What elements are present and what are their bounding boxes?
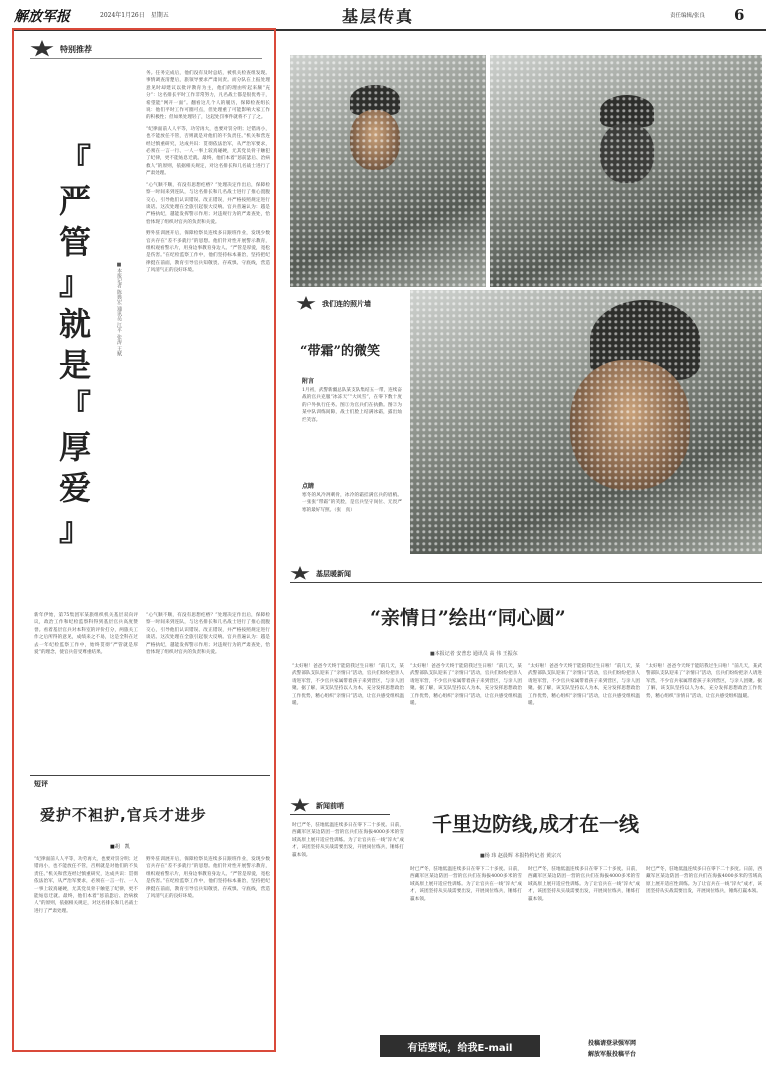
frost-overlay xyxy=(490,55,762,287)
divider xyxy=(290,582,762,583)
photo-title: “带霜”的微笑 xyxy=(300,344,380,359)
frontline-col-4: 时已严冬，驻地低温连续多日在零下二十多度。日前，西藏军区某边防团一营的官兵们在海拔4000多米的雪域高原上展开适应性训练。为了让官兵在一线“淬火”成才，该团坚持从实战需要出发，开展岗位练兵，锤炼打赢本领。 xyxy=(646,867,762,895)
frontline-title: 千里边防线,成才在一线 xyxy=(432,812,639,836)
warm-news-col-3: “太好啦！爸爸今天终于能陪我过生日啦！”前几天，某武警部队支队迎来了“亲情日”活动，官兵们纷纷把亲人请进军营，不少官兵家属带着孩子来到营区，与亲人团聚。据了解，该支队坚持以人为本，充分发挥思想政治工作优势，精心组织“亲情日”活动，让官兵感受组织温暖。 xyxy=(528,664,640,707)
warm-news-col-1: “太好啦！爸爸今天终于能陪我过生日啦！”前几天，某武警部队支队迎来了“亲情日”活动，官兵们纷纷把亲人请进军营，不少官兵家属带着孩子来到营区，与亲人团聚。据了解，该支队坚持以人为本，充分发挥思想政治工作优势，精心组织“亲情日”活动，让官兵感受组织温暖。 xyxy=(292,664,404,707)
photo-caption: 1月初，武警新疆总队某支队集结五一带，连续奋战的官兵克服“冰冻天”“大风雪”，在零下数十度的户外执行任务。图①为官兵们在执勤。图②为某中队训练间隙，战士们脸上结满冰霜，露出灿烂笑容。 xyxy=(302,388,402,423)
short-review-author: ■胡 凯 xyxy=(110,844,130,850)
photo-comment: 寒冬的风冷冽刺骨，冰冷的霜挂满官兵的眉梢。一张张“带霜”的笑脸，是官兵坚守岗位、无畏严寒的最好写照。（张 真） xyxy=(302,493,402,513)
warm-news-byline: ■本报记者 安普忠 通讯员 高 伟 王振东 xyxy=(430,651,518,657)
feature-lead-column: 新年伊始，第75集团军某旅组织机关基层双向评议，政治工作和纪检监察科得到基层官兵高度赞誉。看着基层官兵对本科室的评价打分，两旅关工作之后所得的意见，成绩来之不易，这是全科在过去一年纪检监察工作中，始终贯彻“严管就是厚爱”的理念，使官兵倍受尊重结果。 xyxy=(34,613,138,656)
frost-overlay xyxy=(290,55,486,287)
comment-tag: 点睛 xyxy=(302,483,315,490)
frontline-tag: 新闻前哨 xyxy=(290,798,344,813)
frontline-col-2: 时已严冬，驻地低温连续多日在零下二十多度。日前，西藏军区某边防团一营的官兵们在海拔4000多米的雪域高原上展开适应性训练。为了让官兵在一线“淬火”成才，该团坚持从实战需要出发，开展岗位练兵，锤炼打赢本领。 xyxy=(410,867,522,902)
photo-wall-tag: 我们连的照片墙 xyxy=(296,296,371,311)
star-icon xyxy=(30,40,54,58)
divider xyxy=(290,814,390,815)
divider xyxy=(30,775,270,776)
warm-news-tag: 基层暖新闻 xyxy=(290,566,351,581)
star-icon xyxy=(290,566,310,581)
star-icon xyxy=(296,296,316,311)
frontline-col-1: 时已严冬，驻地低温连续多日在零下二十多度。日前，西藏军区某边防团一营的官兵们在海拔4000多米的雪域高原上展开适应性训练。为了让官兵在一线“淬火”成才，该团坚持从实战需要出发，开展岗位练兵，锤炼打赢本领。 xyxy=(292,823,404,858)
page-number: 6 xyxy=(734,6,745,24)
section-title: 基层传真 xyxy=(342,7,415,26)
email-promo-banner[interactable]: 有话要说，给我E-mail xyxy=(380,1035,540,1057)
newspaper-logo: 解放军报 xyxy=(14,9,70,25)
short-review-body: “纪律面前人人平等，功劳再大，也要对罚分明；过错再小，也不能放任不管，否则就是对他们的不负责任。”机关和营连经过慎重研究，达成共识：贯彻依法治军，从严治军要求，必须在一言一行、一人一事上较真碰硬，尤其党员骨干触犯了纪律，更不能姑息迁就。最终，他们本着“惩前毖后、治病救人”的原则，依据相关规定，对这名排长和几名战士进行了严肃处理。 xyxy=(34,857,138,914)
warm-news-col-4: “太好啦！爸爸今天终于能陪我过生日啦！”前几天，某武警部队支队迎来了“亲情日”活动，官兵们纷纷把亲人请进军营，不少官兵家属带着孩子来到营区，与亲人团聚。据了解，该支队坚持以人为本，充分发挥思想政治工作优势，精心组织“亲情日”活动，让官兵感受组织温暖。 xyxy=(646,664,762,699)
submission-note-1: 投稿请登录强军网 xyxy=(588,1040,637,1047)
short-review-body-2: 野外驻训展开后，保障检察员连续多日跟班作业，发现少数官兵存在“差不多就行”的思想。他们针对性开展警示教育，组织观看警示片，用身边事教育身边人。“严管是厚爱，宽松是伤害。”在纪检监察工作中，他们坚持标本兼治，坚持把纪律挺在前面，教育引导官兵知敬畏、存戒惧、守底线，营造了风清气正的良好环境。 xyxy=(146,857,270,900)
special-tag: 特别推荐 xyxy=(30,40,92,58)
short-review-title: 爱护不袒护,官兵才进步 xyxy=(40,806,207,824)
feature-body-column: 务。任务完成后，他们没有及时总结，被机关检查组发现。事情调查清楚后，旅领导要求严肃问责。而分队在上报处理意见时却建议以批评教育为主，他们的理由听起来颇“充分”：这名排长平时工作非常努力，凡名战士都是很优秀干，希望能“网开一面”。翻看这几个人的履历，保障检查组长说：他们平时工作可圈可点，但处理重了可能影响大家工作的积极性；但如果处理轻了，这起处罚事件就将不了了之。 “纪律面前人人平等，功劳再大，也要对罚分明；过错再小，也不能放任不管，否则就是对他们的不负责任。”机关和营连经过慎重研究，达成共识：贯彻依法治军，从严治军要求，必须在一言一行、一人一事上较真碰硬，尤其党员骨干触犯了纪律，更不能姑息迁就。最终，他们本着“惩前毖后、治病救人”的原则，依据相关规定，对这名排长和几名战士进行了严肃处理。 “心气顺不顺，有没有思想疙瘩？”处理决定作出后，保障检察一时间来到连队，与这名排长和几名战士进行了推心置腹交心，引导他们认识错误、改正错误，并严格按照规定进行谈话。这次处理在全旅引起很大反响。官兵普遍认为：越是严格执纪，越能发挥警示作用；对违规行为的严肃查处，恰恰体现了组织对官兵的负责和关爱。 野外驻训展开后，保障检察员连续多日跟班作业，发现少数官兵存在“差不多就行”的思想。他们针对性开展警示教育，组织观看警示片，用身边事教育身边人。“严管是厚爱，宽松是伤害。”在纪检监察工作中，他们坚持标本兼治，坚持把纪律挺在前面，教育引导官兵知敬畏、存戒惧、守底线，营造了风清气正的良好环境。 xyxy=(146,71,270,274)
divider xyxy=(30,58,262,59)
submission-note-2: 解放军报投稿平台 xyxy=(588,1051,637,1058)
feature-body-column-2: “心气顺不顺，有没有思想疙瘩？”处理决定作出后，保障检察一时间来到连队，与这名排长和几名战士进行了推心置腹交心，引导他们认识错误、改正错误，并严格按照规定进行谈话。这次处理在全旅引起很大反响。官兵普遍认为：越是严格执纪，越能发挥警示作用；对违规行为的严肃查处，恰恰体现了组织对官兵的负责和关爱。 xyxy=(146,613,270,656)
frost-overlay xyxy=(410,290,762,554)
caption-tag: 附言 xyxy=(302,378,315,385)
frontline-byline: ■杨 玮 赵晨辉 本报特约记者 黄宗兴 xyxy=(480,853,562,859)
warm-news-title: “亲情日”绘出“同心圆” xyxy=(370,607,566,629)
feature-headline: 『 严 管 』 就 是 『 厚 爱 』 xyxy=(58,141,91,548)
warm-news-col-2: “太好啦！爸爸今天终于能陪我过生日啦！”前几天，某武警部队支队迎来了“亲情日”活动，官兵们纷纷把亲人请进军营，不少官兵家属带着孩子来到营区，与亲人团聚。据了解，该支队坚持以人为本，充分发挥思想政治工作优势，精心组织“亲情日”活动，让官兵感受组织温暖。 xyxy=(410,664,522,707)
frontline-col-3: 时已严冬，驻地低温连续多日在零下二十多度。日前，西藏军区某边防团一营的官兵们在海拔4000多米的雪域高原上展开适应性训练。为了让官兵在一线“淬火”成才，该团坚持从实战需要出发，开展岗位练兵，锤炼打赢本领。 xyxy=(528,867,640,902)
issue-date: 2024年1月26日 星期五 xyxy=(100,12,169,19)
feature-byline: ■本报记者 陈典宏 通讯员 江平 张涛 王赋 xyxy=(116,262,122,356)
short-review-tag: 短评 xyxy=(34,780,48,788)
star-icon xyxy=(290,798,310,813)
photo-soldier-3 xyxy=(410,290,762,554)
photo-soldier-1 xyxy=(290,55,486,287)
photo-soldier-2 xyxy=(490,55,762,287)
editor-credit: 责任编辑/张良 xyxy=(670,13,705,19)
